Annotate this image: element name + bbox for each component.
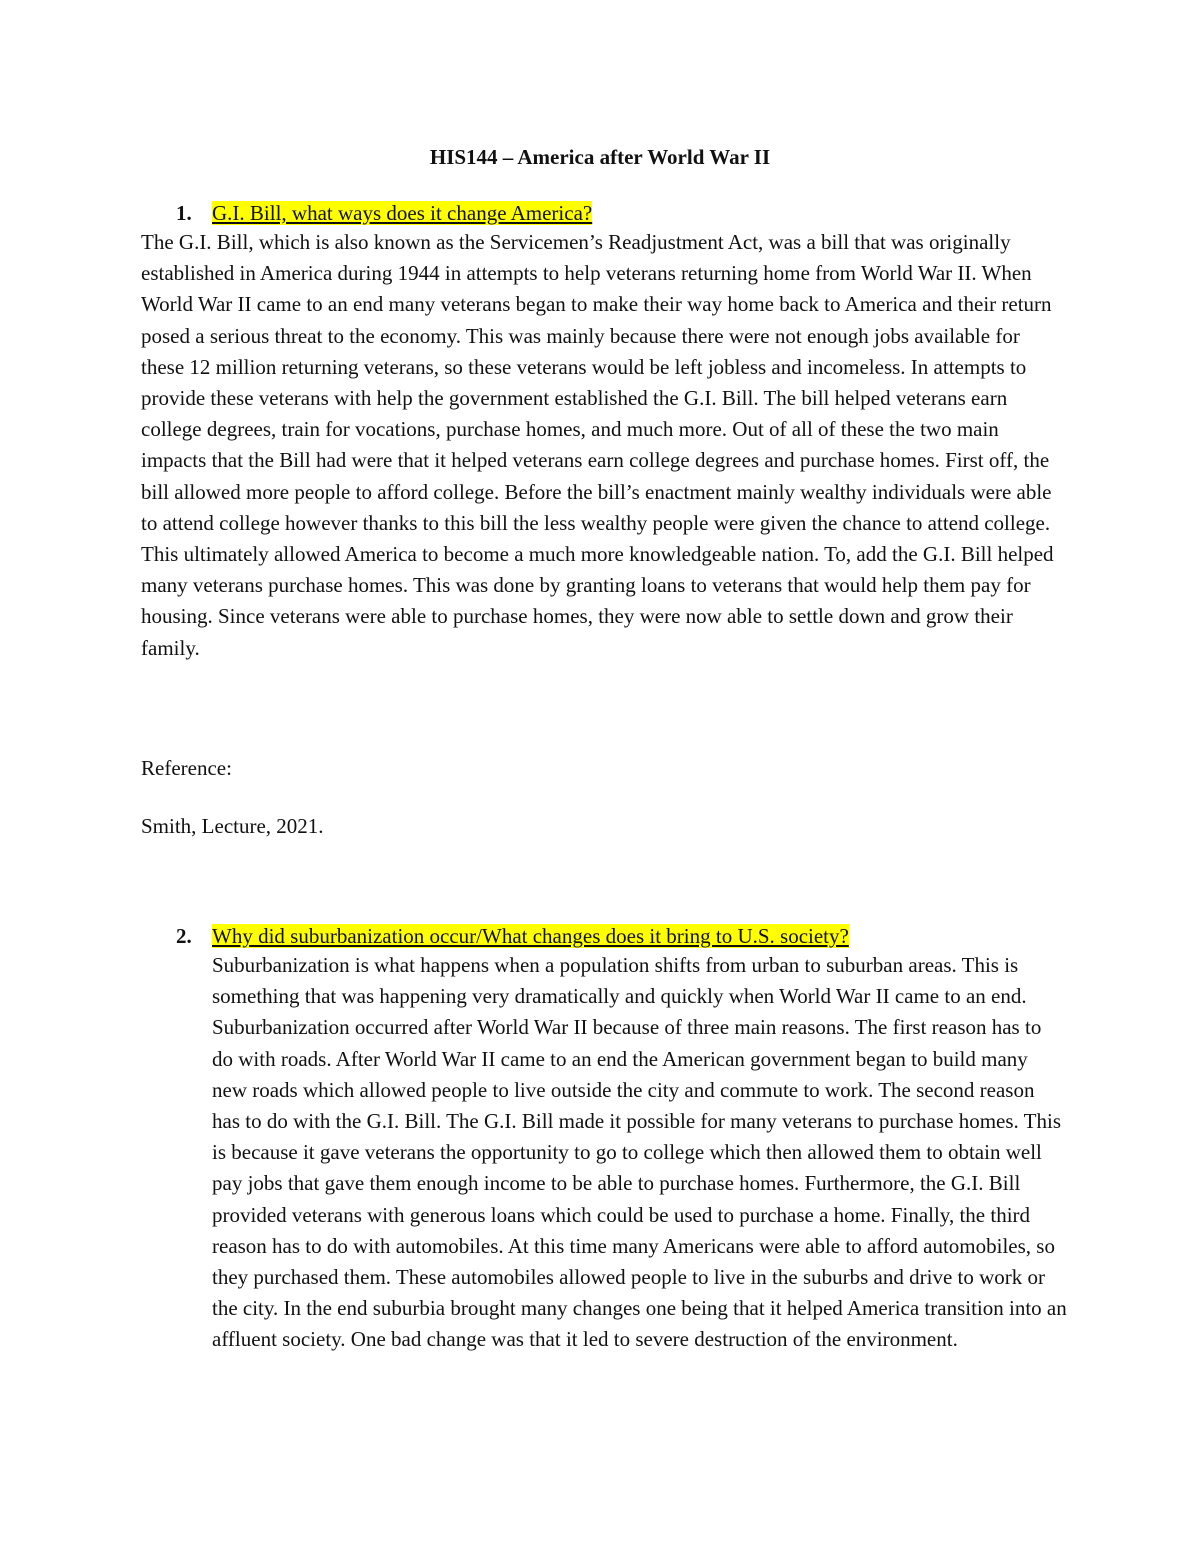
question-1-heading	[176, 199, 592, 227]
question-2-text: Why did suburbanization occur/What changes does it bring to U.S. society?	[212, 924, 849, 948]
question-1-number: 1.	[176, 201, 192, 225]
reference-entry: Smith, Lecture, 2021.	[141, 814, 324, 838]
answer-1-paragraph: The G.I. Bill, which is also known as the Servicemen’s Readjustment Act, was a bill that was originally established in America during 1944 in attempts to help veterans returning home from World War II. When World War II came to an end many veterans began to make their way home back to America and their return posed a serious threat to the economy. This was mainly because there were not enough jobs available for these 12 million returning veterans, so these veterans would be left jobless and incomeless. In attempts to provide these veterans with help the government established the G.I. Bill. The bill helped veterans earn college degrees, train for vocations, purchase homes, and much more. Out of all of these the two main impacts that the Bill had were that it helped veterans earn college degrees and purchase homes. First off, the bill allowed more people to afford college. Before the bill’s enactment mainly wealthy individuals were able to attend college however thanks to this bill the less wealthy people were given the chance to attend college. This ultimately allowed America to become a much more knowledgeable nation. To, add the G.I. Bill helped many veterans purchase homes. This was done by granting loans to veterans that would help them pay for housing. Since veterans were able to purchase homes, they were now able to settle down and grow their family.	[141, 230, 1054, 660]
reference-label: Reference:	[141, 756, 232, 780]
question-2-number: 2.	[176, 924, 192, 948]
answer-2-paragraph: Suburbanization is what happens when a population shifts from urban to suburban areas. This is something that was happening very dramatically and quickly when World War II came to an end. Suburbanization occurred after World War II because of three main reasons. The first reason has to do with roads. After World War II came to an end the American government began to build many new roads which allowed people to live outside the city and commute to work. The second reason has to do with the G.I. Bill. The G.I. Bill made it possible for many veterans to purchase homes. This is because it gave veterans the opportunity to go to college which then allowed them to obtain well pay jobs that gave them enough income to be able to purchase homes. Furthermore, the G.I. Bill provided veterans with generous loans which could be used to purchase a home. Finally, the third reason has to do with automobiles. At this time many Americans were able to afford automobiles, so they purchased them. These automobiles allowed people to live in the suburbs and drive to work or the city. In the end suburbia brought many changes one being that it helped America transition into an affluent society. One bad change was that it led to severe destruction of the environment.	[212, 953, 1067, 1352]
question-1-text: G.I. Bill, what ways does it change America?	[212, 201, 593, 225]
question-2-heading	[176, 922, 849, 950]
document-title: HIS144 – America after World War II	[429, 145, 771, 169]
